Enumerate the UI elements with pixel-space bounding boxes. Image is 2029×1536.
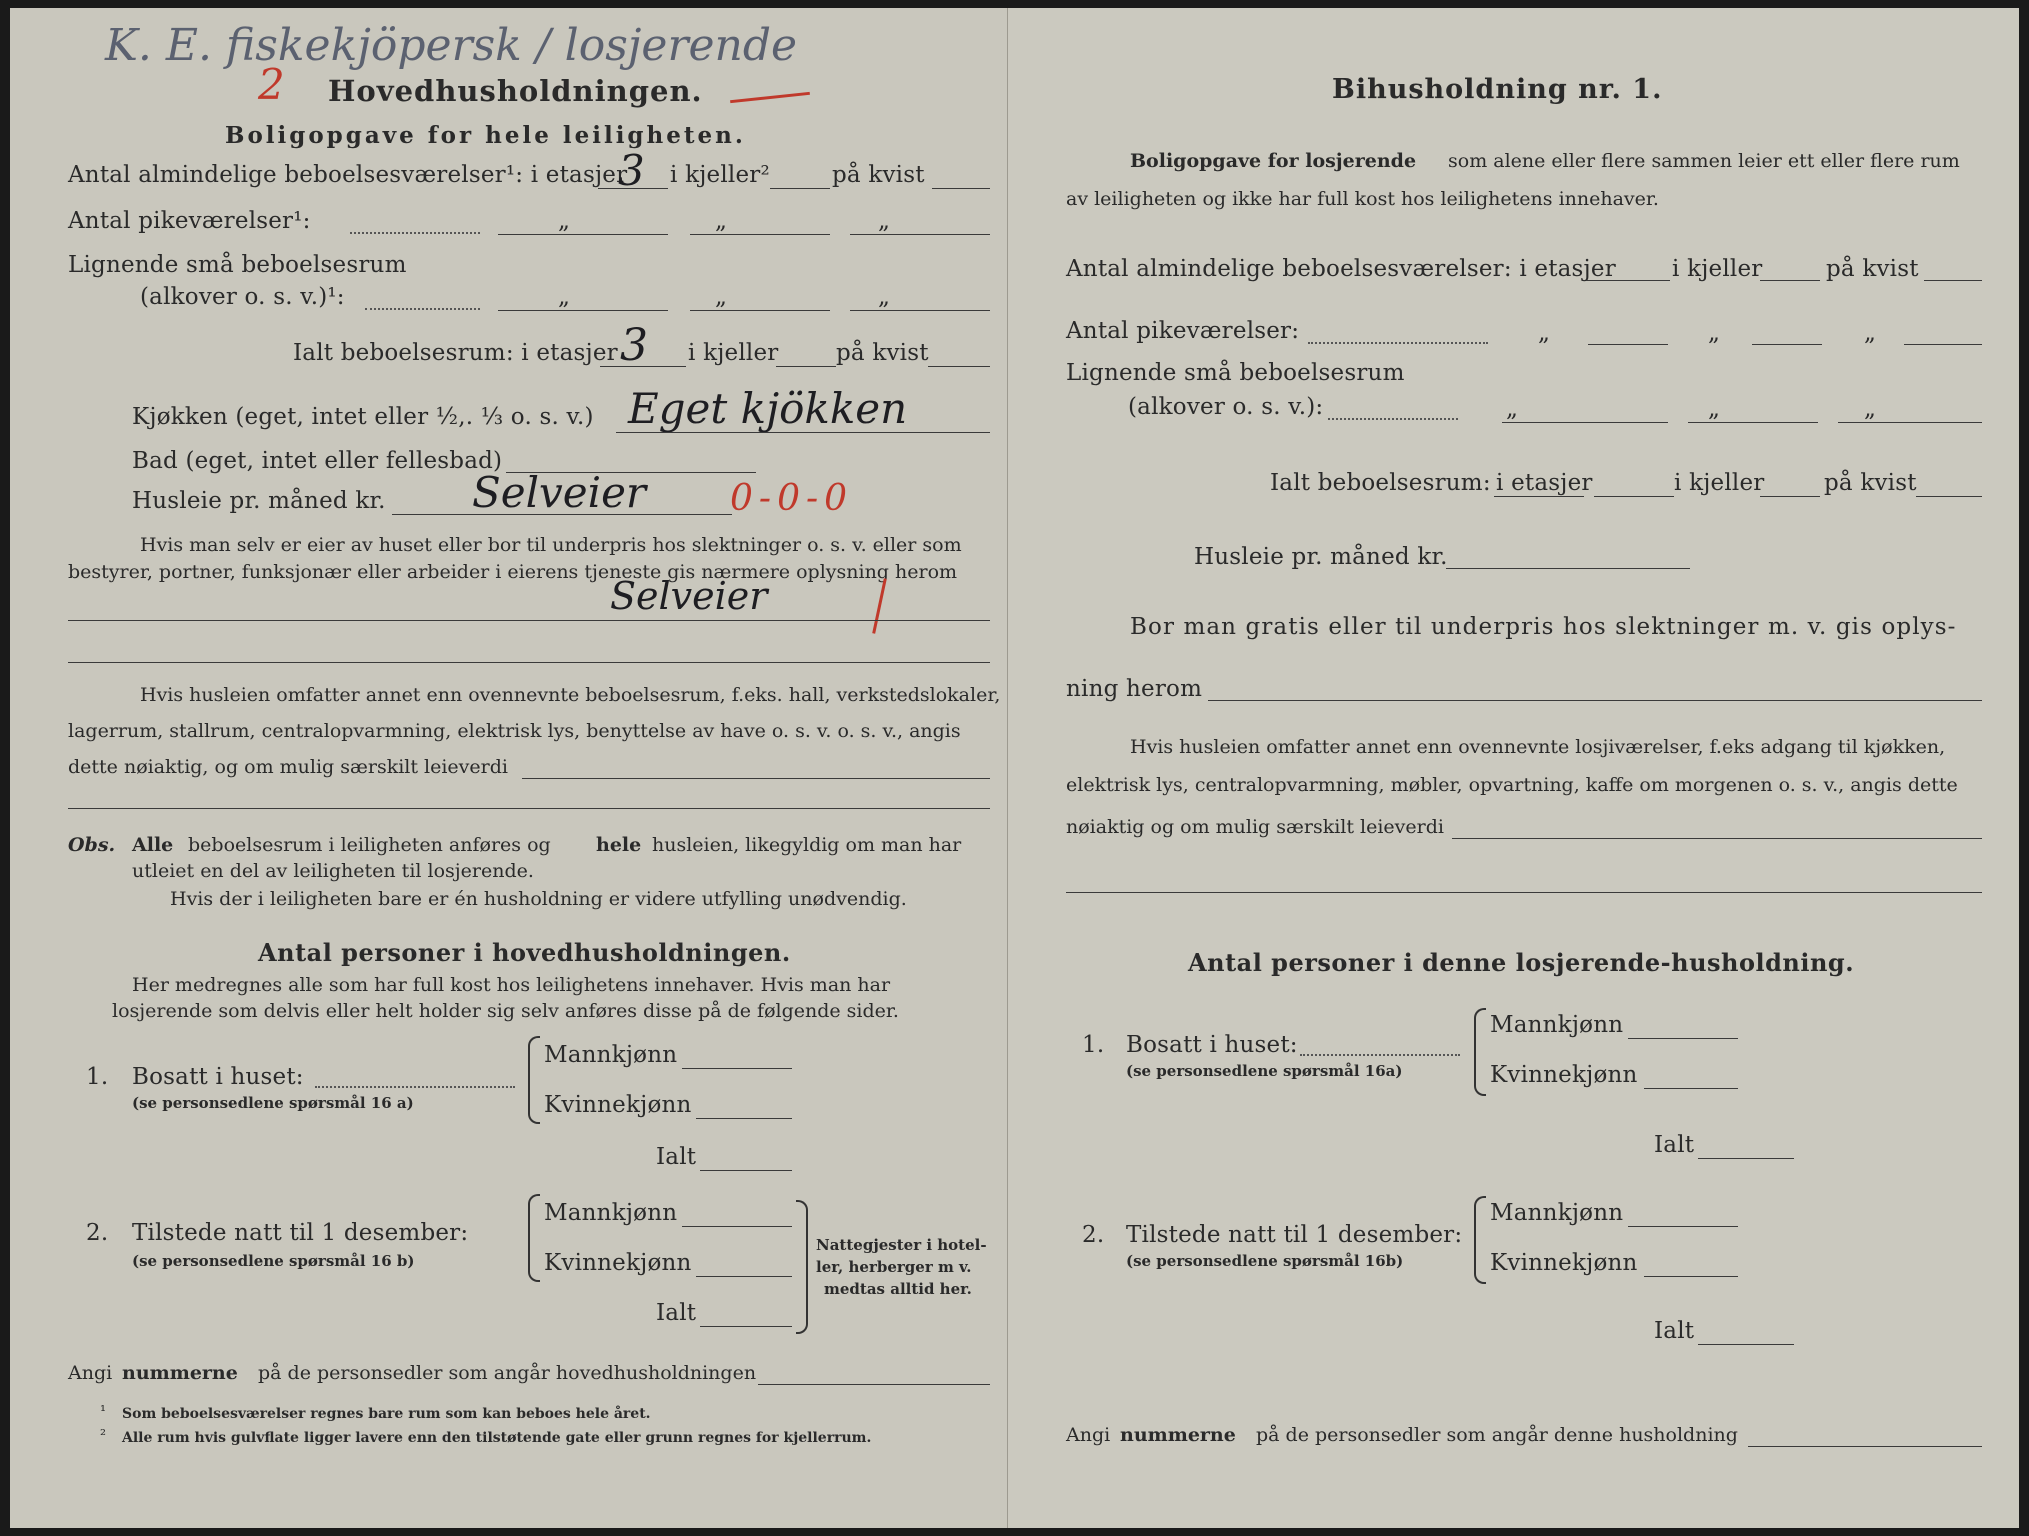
row1-kjeller-field[interactable] (770, 188, 830, 189)
row1-kjeller-label: i kjeller² (670, 162, 770, 188)
ialt-kvist-field[interactable] (928, 366, 990, 367)
omfatter-field-line-1[interactable] (522, 778, 990, 779)
right-omfatter-field-1[interactable] (1452, 838, 1982, 839)
top-handwritten-note: K. E. fiskekjöpersk / losjerende (105, 20, 798, 71)
row3-label-a: Lignende små beboelsesrum (68, 252, 407, 278)
kjokken-value: Eget kjökken (628, 384, 908, 433)
right-row2-ditto-1: „ (1538, 320, 1551, 346)
row3-etasjer-field[interactable] (498, 310, 668, 311)
nattegjester-note-2: ler, herberger m v. (816, 1258, 972, 1276)
ialt-etasjer-value: 3 (620, 320, 648, 371)
right-ialt-label: Ialt beboelsesrum: (1270, 470, 1491, 496)
right-item1-sub: (se personsedlene spørsmål 16a) (1126, 1062, 1403, 1080)
right-omfatter-field-2[interactable] (1066, 892, 1982, 893)
item1-kvinne-field[interactable] (696, 1118, 792, 1119)
left-title: Hovedhusholdningen. (328, 74, 703, 108)
right-item2-ialt-field[interactable] (1698, 1344, 1794, 1345)
red-check-mark (872, 578, 887, 633)
left-subtitle: Boligopgave for hele leiligheten. (225, 122, 746, 149)
angi-word: Angi (68, 1362, 113, 1384)
ialt-etasjer-field[interactable] (600, 366, 686, 367)
item1-mann-label: Mannkjønn (544, 1042, 678, 1068)
nattegjester-note-1: Nattegjester i hotel- (816, 1236, 987, 1254)
right-gratis-text-2: ning herom (1066, 676, 1203, 702)
right-persons-title: Antal personer i denne losjerende-husholdning. (1188, 948, 1855, 977)
right-ialt-etasjer-field[interactable] (1594, 496, 1674, 497)
right-item1-kvinne-label: Kvinnekjønn (1490, 1062, 1638, 1088)
kjokken-label: Kjøkken (eget, intet eller ½,. ⅓ o. s. v.) (132, 404, 594, 430)
right-row2-kjeller-field[interactable] (1752, 344, 1822, 345)
eier-value: Selveier (610, 574, 768, 618)
row1-kvist-label: på kvist (832, 162, 925, 188)
right-intro-2: av leiligheten og ikke har full kost hos leilighetens innehaver. (1066, 188, 1659, 210)
row2-kjeller-field[interactable] (690, 234, 830, 235)
right-item1-mann-label: Mannkjønn (1490, 1012, 1624, 1038)
right-item1-label: Bosatt i huset: (1126, 1032, 1298, 1058)
item2-number: 2. (86, 1220, 109, 1246)
footnote2-mark: ² (100, 1426, 107, 1444)
row2-kvist-field[interactable] (850, 234, 990, 235)
row3-kjeller-field[interactable] (690, 310, 830, 311)
right-item2-mann-label: Mannkjønn (1490, 1200, 1624, 1226)
persons-text-2: losjerende som delvis eller helt holder sig selv anføres disse på de følgende sider. (112, 1000, 899, 1022)
right-row3-etasjer-field[interactable] (1502, 422, 1668, 423)
obs-text-1b: husleien, likegyldig om man har (652, 834, 962, 856)
nattegjester-note-3: medtas alltid her. (824, 1280, 972, 1298)
right-row3-ditto-2: „ (1708, 396, 1721, 422)
right-row1-kvist-field[interactable] (1924, 280, 1982, 281)
item2-brace (528, 1194, 540, 1282)
right-angi-text: på de personsedler som angår denne husholdning (1256, 1424, 1738, 1446)
item2-ialt-label: Ialt (656, 1300, 697, 1326)
omfatter-text-1: Hvis husleien omfatter annet enn ovennevnte beboelsesrum, f.eks. hall, verkstedslokaler, (140, 684, 1001, 706)
right-row2-ditto-3: „ (1864, 320, 1877, 346)
omfatter-field-line-2[interactable] (68, 808, 990, 809)
right-ialt-etasjer-underline (1494, 496, 1584, 497)
row1-kvist-field[interactable] (932, 188, 990, 189)
item2-kvinne-field[interactable] (696, 1276, 792, 1277)
right-omfatter-text-1: Hvis husleien omfatter annet enn ovennevnte losjiværelser, f.eks adgang til kjøkken, (1130, 736, 1946, 758)
right-row3-ditto-1: „ (1506, 396, 1519, 422)
item2-kvinne-label: Kvinnekjønn (544, 1250, 692, 1276)
eier-field-line-2[interactable] (68, 662, 990, 663)
right-row1-etasjer-field[interactable] (1586, 280, 1670, 281)
right-page-bihusholdning (1008, 8, 2019, 1528)
right-item2-brace (1474, 1196, 1486, 1284)
persons-title: Antal personer i hovedhusholdningen. (258, 938, 791, 967)
row1-etasjer-value: 3 (618, 146, 645, 195)
right-ialt-kjeller-label: i kjeller (1674, 470, 1765, 496)
right-row3-kvist-field[interactable] (1838, 422, 1982, 423)
right-row2-ditto-2: „ (1708, 320, 1721, 346)
right-item2-kvinne-field[interactable] (1644, 1276, 1738, 1277)
item1-brace (528, 1036, 540, 1124)
right-item1-kvinne-field[interactable] (1644, 1088, 1738, 1089)
right-omfatter-text-3: nøiaktig og om mulig særskilt leieverdi (1066, 816, 1444, 838)
right-row3-ditto-3: „ (1864, 396, 1877, 422)
red-strike-mark (730, 92, 810, 103)
right-gratis-field[interactable] (1208, 700, 1982, 701)
right-row3-leader-dots (1328, 418, 1458, 420)
row2-ditto-3: „ (878, 208, 891, 234)
footnote1: Som beboelsesværelser regnes bare rum som kan beboes hele året. (122, 1406, 651, 1422)
row2-label: Antal pikeværelser¹: (68, 208, 311, 234)
right-item1-leader-dots (1300, 1054, 1460, 1056)
row3-ditto-1: „ (558, 284, 571, 310)
right-angi-word: Angi (1066, 1424, 1111, 1446)
right-omfatter-text-2: elektrisk lys, centralopvarmning, møbler, opvartning, kaffe om morgenen o. s. v., angis dette (1066, 774, 1958, 796)
right-row3-kjeller-field[interactable] (1688, 422, 1818, 423)
obs-text-1: beboelsesrum i leiligheten anføres og (188, 834, 551, 856)
right-row2-label: Antal pikeværelser: (1066, 318, 1300, 344)
right-angi-nummerne: nummerne (1120, 1424, 1236, 1446)
row3-ditto-2: „ (715, 284, 728, 310)
row2-leader-dots (350, 232, 480, 234)
right-title: Bihusholdning nr. 1. (1332, 74, 1663, 105)
persons-text-1: Her medregnes alle som har full kost hos leilighetens innehaver. Hvis man har (132, 974, 891, 996)
eier-text-2: bestyrer, portner, funksjonær eller arbeider i eierens tjeneste gis nærmere oplysning herom (68, 561, 958, 583)
right-item2-label: Tilstede natt til 1 desember: (1126, 1222, 1463, 1248)
right-row1-label: Antal almindelige beboelsesværelser: i etasjer (1066, 256, 1616, 282)
omfatter-text-3: dette nøiaktig, og om mulig særskilt leieverdi (68, 756, 508, 778)
bad-label: Bad (eget, intet eller fellesbad) (132, 448, 503, 474)
husleie-value: Selveier (472, 468, 647, 517)
angi-nummerne: nummerne (122, 1362, 238, 1384)
right-ialt-etasjer-label: i etasjer (1496, 470, 1593, 496)
row2-ditto-2: „ (715, 208, 728, 234)
husleie-field[interactable] (392, 514, 732, 515)
husleie-label: Husleie pr. måned kr. (132, 488, 386, 514)
item2-right-brace (796, 1200, 808, 1334)
right-item2-sub: (se personsedlene spørsmål 16b) (1126, 1252, 1404, 1270)
omfatter-text-2: lagerrum, stallrum, centralopvarmning, elektrisk lys, benyttelse av have o. s. v. o. s. v., angis (68, 720, 961, 742)
right-ialt-kjeller-field[interactable] (1760, 496, 1820, 497)
right-ialt-kvist-label: på kvist (1824, 470, 1917, 496)
right-ialt-kvist-field[interactable] (1916, 496, 1982, 497)
item1-leader-dots (315, 1086, 515, 1088)
right-item1-ialt-field[interactable] (1698, 1158, 1794, 1159)
ialt-label: Ialt beboelsesrum: i etasjer (293, 340, 618, 366)
ialt-kjeller-field[interactable] (776, 366, 836, 367)
item2-label: Tilstede natt til 1 desember: (132, 1220, 469, 1246)
item2-ialt-field[interactable] (700, 1326, 792, 1327)
item1-number: 1. (86, 1064, 109, 1090)
right-gratis-text-1: Bor man gratis eller til underpris hos slektninger m. v. gis oplys- (1130, 614, 1957, 640)
row1-etasjer-field[interactable] (598, 188, 668, 189)
right-row1-kjeller-label: i kjeller (1672, 256, 1763, 282)
obs-text-3: Hvis der i leiligheten bare er én husholdning er videre utfylling unødvendig. (170, 888, 907, 910)
right-item2-number: 2. (1082, 1222, 1105, 1248)
angi-text: på de personsedler som angår hovedhusholdningen (258, 1362, 757, 1384)
right-angi-field[interactable] (1748, 1446, 1982, 1447)
item1-ialt-label: Ialt (656, 1144, 697, 1170)
right-item1-mann-field[interactable] (1628, 1038, 1738, 1039)
right-row3-label-b: (alkover o. s. v.): (1128, 394, 1324, 420)
right-row3-label-a: Lignende små beboelsesrum (1066, 360, 1405, 386)
item2-mann-label: Mannkjønn (544, 1200, 678, 1226)
row2-etasjer-field[interactable] (498, 234, 668, 235)
row3-label-b: (alkover o. s. v.)¹: (140, 284, 345, 310)
item1-mann-field[interactable] (682, 1068, 792, 1069)
right-item1-ialt-label: Ialt (1654, 1132, 1695, 1158)
right-husleie-field[interactable] (1446, 568, 1690, 569)
ialt-kjeller-label: i kjeller (688, 340, 779, 366)
item2-mann-field[interactable] (682, 1226, 792, 1227)
left-page-hovedhusholdningen (10, 8, 1008, 1528)
item1-ialt-field[interactable] (700, 1170, 792, 1171)
row3-ditto-3: „ (878, 284, 891, 310)
item1-sub: (se personsedlene spørsmål 16 a) (132, 1094, 414, 1112)
right-row2-leader-dots (1308, 342, 1488, 344)
eier-text-1: Hvis man selv er eier av huset eller bor til underpris hos slektninger o. s. v. eller som (140, 534, 962, 556)
footnote2: Alle rum hvis gulvflate ligger lavere enn den tilstøtende gate eller grunn regnes for kjellerrum. (122, 1430, 872, 1446)
right-intro-1: som alene eller flere sammen leier ett eller flere rum (1448, 150, 1960, 172)
handwritten-household-number: 2 (258, 60, 285, 109)
obs-text-2: utleiet en del av leiligheten til losjerende. (132, 860, 534, 882)
right-husleie-label: Husleie pr. måned kr. (1194, 544, 1448, 570)
right-item1-number: 1. (1082, 1032, 1105, 1058)
ialt-kvist-label: på kvist (836, 340, 929, 366)
obs-alle: Alle (132, 834, 174, 856)
angi-field[interactable] (758, 1384, 990, 1385)
row3-leader-dots (365, 308, 480, 310)
item1-label: Bosatt i huset: (132, 1064, 304, 1090)
footnote1-mark: ¹ (100, 1402, 107, 1420)
obs-hele: hele (596, 834, 642, 856)
item2-sub: (se personsedlene spørsmål 16 b) (132, 1252, 415, 1270)
right-item1-brace (1474, 1008, 1486, 1096)
right-item2-kvinne-label: Kvinnekjønn (1490, 1250, 1638, 1276)
kjokken-field[interactable] (616, 432, 990, 433)
row3-kvist-field[interactable] (850, 310, 990, 311)
right-row2-etasjer-field[interactable] (1588, 344, 1668, 345)
item1-kvinne-label: Kvinnekjønn (544, 1092, 692, 1118)
right-row1-kjeller-field[interactable] (1760, 280, 1820, 281)
row1-label: Antal almindelige beboelsesværelser¹: i etasjer (68, 162, 628, 188)
right-item2-ialt-label: Ialt (1654, 1318, 1695, 1344)
right-row2-kvist-field[interactable] (1904, 344, 1982, 345)
right-row1-kvist-label: på kvist (1826, 256, 1919, 282)
right-item2-mann-field[interactable] (1628, 1226, 1738, 1227)
eier-field-line-1[interactable] (68, 620, 990, 621)
right-intro-bold: Boligopgave for losjerende (1130, 150, 1417, 172)
husleie-red-value: 0-0-0 (730, 478, 854, 519)
row2-ditto-1: „ (558, 208, 571, 234)
obs-label: Obs. (68, 834, 116, 856)
